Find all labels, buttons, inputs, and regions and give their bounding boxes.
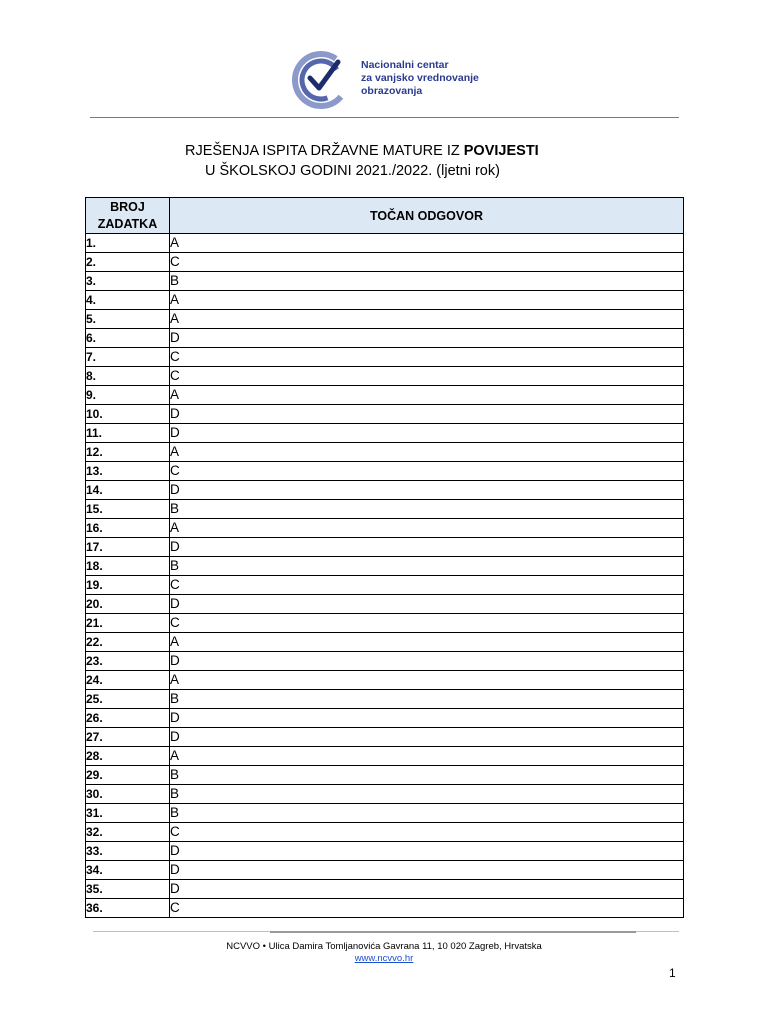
- answer-cell: B: [170, 804, 684, 823]
- answer-cell: B: [170, 500, 684, 519]
- table-row: [86, 310, 684, 329]
- task-number-cell: 15.: [86, 500, 170, 519]
- answer-cell: C: [170, 367, 684, 386]
- task-number-cell: 26.: [86, 709, 170, 728]
- table-row: [86, 234, 684, 253]
- task-number-cell: 12.: [86, 443, 170, 462]
- title-prefix: RJEŠENJA ISPITA DRŽAVNE MATURE IZ: [185, 143, 464, 159]
- answer-cell: C: [170, 253, 684, 272]
- table-row: [86, 481, 684, 500]
- header-rule: [90, 117, 679, 118]
- answer-cell: D: [170, 595, 684, 614]
- table-row: [86, 690, 684, 709]
- table-row: [86, 709, 684, 728]
- table-row: [86, 861, 684, 880]
- task-number-cell: 20.: [86, 595, 170, 614]
- answer-cell: A: [170, 519, 684, 538]
- answer-cell: D: [170, 405, 684, 424]
- answer-cell: D: [170, 861, 684, 880]
- page-number: 1: [669, 966, 676, 980]
- task-number-cell: 11.: [86, 424, 170, 443]
- answer-cell: D: [170, 728, 684, 747]
- answer-cell: A: [170, 671, 684, 690]
- task-number-cell: 7.: [86, 348, 170, 367]
- task-number-cell: 32.: [86, 823, 170, 842]
- logo-line-2: za vanjsko vrednovanje: [361, 72, 479, 84]
- task-number-cell: 17.: [86, 538, 170, 557]
- task-number-cell: 36.: [86, 899, 170, 918]
- footer: [0, 941, 768, 965]
- task-number-cell: 16.: [86, 519, 170, 538]
- title-subject: POVIJESTI: [463, 143, 539, 159]
- ncvvo-logo: [290, 48, 490, 112]
- answer-cell: D: [170, 842, 684, 861]
- answer-cell: B: [170, 690, 684, 709]
- task-number-cell: 29.: [86, 766, 170, 785]
- answer-cell: B: [170, 272, 684, 291]
- table-row: [86, 747, 684, 766]
- table-row: [86, 842, 684, 861]
- table-row: [86, 614, 684, 633]
- answer-cell: C: [170, 462, 684, 481]
- task-number-cell: 1.: [86, 234, 170, 253]
- table-row: [86, 785, 684, 804]
- table-row: [86, 386, 684, 405]
- footer-link[interactable]: www.ncvvo.hr: [354, 953, 414, 964]
- title-line-1: [185, 141, 539, 161]
- answer-cell: A: [170, 633, 684, 652]
- answer-cell: C: [170, 823, 684, 842]
- table-row: [86, 462, 684, 481]
- task-number-cell: 18.: [86, 557, 170, 576]
- task-number-cell: 6.: [86, 329, 170, 348]
- task-number-cell: 10.: [86, 405, 170, 424]
- table-row: [86, 291, 684, 310]
- logo-line-3: obrazovanja: [361, 85, 423, 97]
- task-number-cell: 19.: [86, 576, 170, 595]
- answer-cell: C: [170, 899, 684, 918]
- table-row: [86, 880, 684, 899]
- answer-cell: A: [170, 310, 684, 329]
- header-num-line-2: ZADATKA: [97, 216, 158, 231]
- answer-cell: B: [170, 766, 684, 785]
- table-row: [86, 329, 684, 348]
- answers-table: [85, 197, 684, 918]
- title-line-2: U ŠKOLSKOJ GODINI 2021./2022. (ljetni rok): [205, 163, 500, 179]
- answer-cell: C: [170, 348, 684, 367]
- table-row: [86, 348, 684, 367]
- task-number-cell: 3.: [86, 272, 170, 291]
- answer-cell: A: [170, 386, 684, 405]
- task-number-cell: 35.: [86, 880, 170, 899]
- task-number-cell: 31.: [86, 804, 170, 823]
- table-row: [86, 272, 684, 291]
- table-row: [86, 253, 684, 272]
- footer-address: NCVVO • Ulica Damira Tomljanovića Gavrana 11, 10 020 Zagreb, Hrvatska: [226, 941, 542, 952]
- task-number-cell: 24.: [86, 671, 170, 690]
- ncvvo-logo-mark-icon: [290, 48, 356, 112]
- answer-cell: D: [170, 709, 684, 728]
- table-row: [86, 899, 684, 918]
- table-row: [86, 519, 684, 538]
- table-row: [86, 424, 684, 443]
- task-number-cell: 28.: [86, 747, 170, 766]
- footer-rule-accent: [270, 931, 636, 933]
- task-number-cell: 34.: [86, 861, 170, 880]
- task-number-cell: 22.: [86, 633, 170, 652]
- logo-text: [361, 59, 479, 98]
- task-number-cell: 4.: [86, 291, 170, 310]
- task-number-cell: 23.: [86, 652, 170, 671]
- answer-cell: A: [170, 443, 684, 462]
- table-row: [86, 595, 684, 614]
- task-number-cell: 30.: [86, 785, 170, 804]
- task-number-cell: 8.: [86, 367, 170, 386]
- table-row: [86, 576, 684, 595]
- task-number-cell: 2.: [86, 253, 170, 272]
- table-row: [86, 766, 684, 785]
- table-body: [86, 234, 684, 918]
- answer-cell: D: [170, 329, 684, 348]
- table-row: [86, 652, 684, 671]
- table-row: [86, 728, 684, 747]
- table-row: [86, 500, 684, 519]
- task-number-cell: 25.: [86, 690, 170, 709]
- answer-cell: C: [170, 614, 684, 633]
- table-row: [86, 367, 684, 386]
- answer-cell: B: [170, 785, 684, 804]
- table-row: [86, 823, 684, 842]
- answer-cell: D: [170, 424, 684, 443]
- header-num-line-1: BROJ: [110, 199, 145, 214]
- header-task-number: [86, 198, 170, 234]
- header-correct-answer: TOČAN ODGOVOR: [170, 198, 684, 234]
- answer-cell: D: [170, 538, 684, 557]
- task-number-cell: 27.: [86, 728, 170, 747]
- table-header-row: [86, 198, 684, 234]
- answer-cell: B: [170, 557, 684, 576]
- task-number-cell: 5.: [86, 310, 170, 329]
- answer-cell: C: [170, 576, 684, 595]
- table-row: [86, 671, 684, 690]
- answer-cell: A: [170, 747, 684, 766]
- table-row: [86, 405, 684, 424]
- logo-line-1: Nacionalni centar: [361, 59, 449, 71]
- task-number-cell: 9.: [86, 386, 170, 405]
- answer-cell: A: [170, 291, 684, 310]
- task-number-cell: 14.: [86, 481, 170, 500]
- table-row: [86, 633, 684, 652]
- table-row: [86, 443, 684, 462]
- table-row: [86, 557, 684, 576]
- answer-cell: D: [170, 652, 684, 671]
- table-row: [86, 804, 684, 823]
- answer-cell: A: [170, 234, 684, 253]
- table-row: [86, 538, 684, 557]
- task-number-cell: 21.: [86, 614, 170, 633]
- task-number-cell: 33.: [86, 842, 170, 861]
- answer-cell: D: [170, 481, 684, 500]
- answer-cell: D: [170, 880, 684, 899]
- task-number-cell: 13.: [86, 462, 170, 481]
